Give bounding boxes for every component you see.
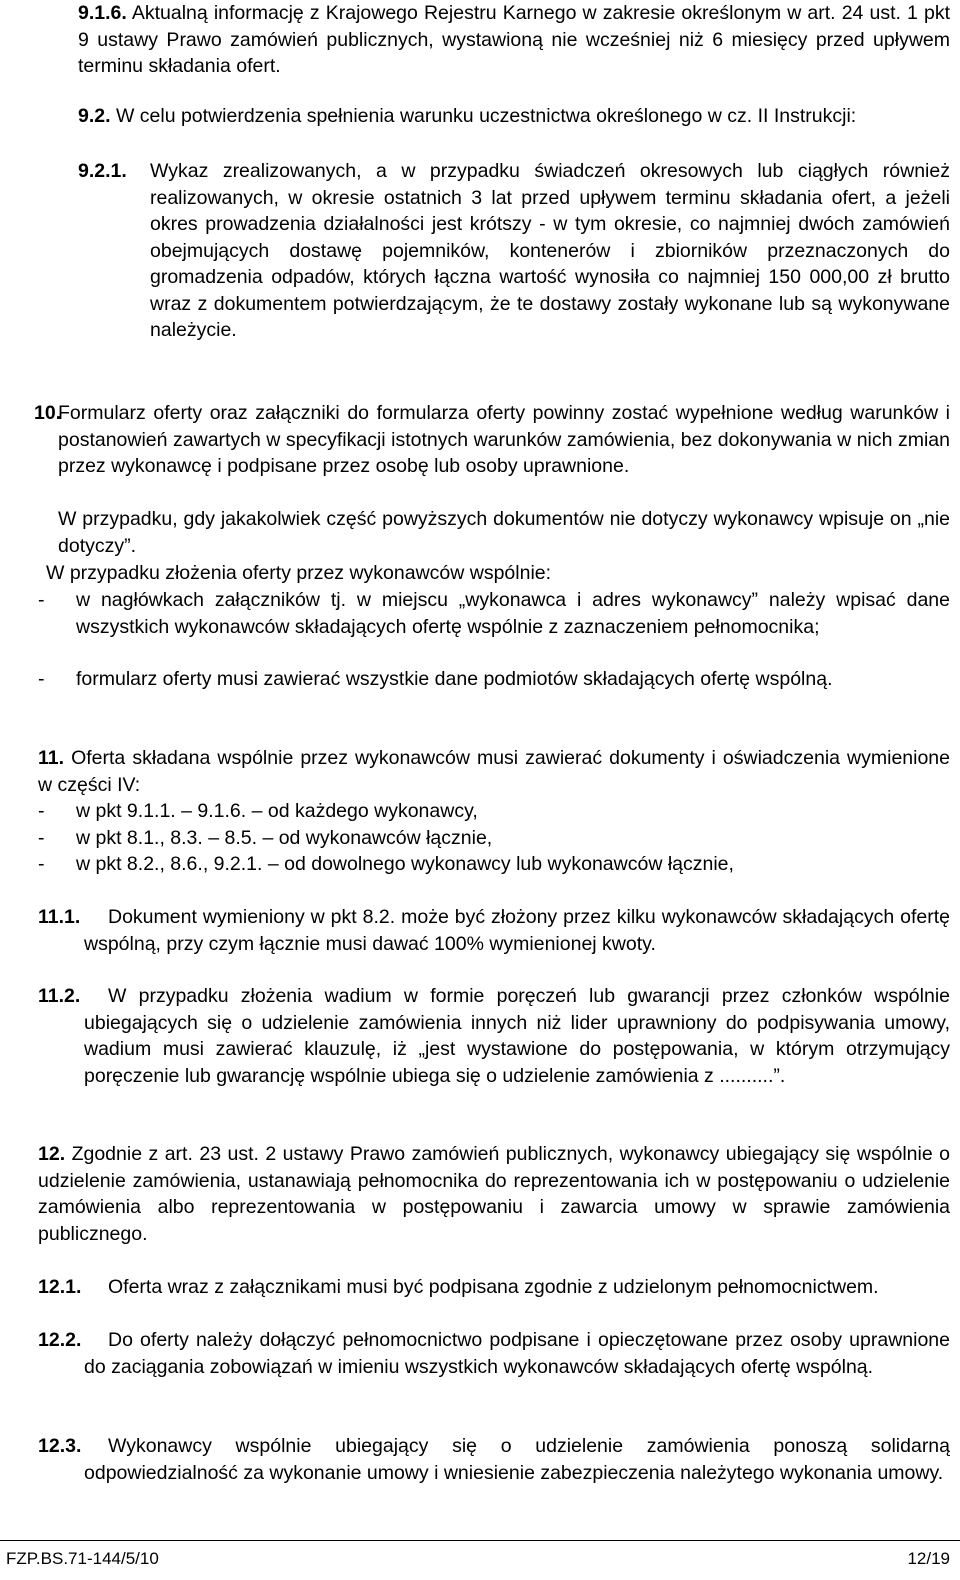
section-11-2: [38, 983, 950, 1089]
section-number: 12.: [38, 1143, 66, 1165]
section-11-item: [38, 825, 950, 852]
page-number: 12/19: [907, 1549, 950, 1568]
section-number: 11.2.: [38, 985, 81, 1007]
section-number: 12.2.: [38, 1329, 82, 1351]
section-10-item: [38, 587, 950, 640]
section-number: 12.3.: [38, 1435, 82, 1457]
section-9-2: [78, 103, 950, 130]
section-10-item: [38, 666, 950, 693]
section-10-joint-heading: [46, 560, 950, 587]
section-11-item: [38, 798, 950, 825]
section-text: Formularz oferty oraz załączniki do formularza oferty powinny zostać wypełnione według warunków i postanowień zawartych w specyfikacji istotnych warunków zamówienia, bez dokonywania w nich zmian przez wykonawcę i podpisane przez osobę lub osoby uprawnione.: [58, 402, 950, 477]
section-number: 11.1.: [38, 906, 81, 928]
section-number: 12.1.: [38, 1276, 82, 1298]
section-text: W celu potwierdzenia spełnienia warunku uczestnictwa określonego w cz. II Instrukcji:: [115, 105, 857, 127]
dash-marker: -: [38, 853, 45, 875]
section-text: Dokument wymieniony w pkt 8.2. może być złożony przez kilku wykonawców składających ofertę wspólną, przy czym łącznie musi dawać 100% wymienionej kwoty.: [84, 906, 950, 955]
list-item: formularz oferty musi zawierać wszystkie dane podmiotów składających ofertę wspólną.: [76, 668, 833, 690]
list-item: w nagłówkach załączników tj. w miejscu „wykonawca i adres wykonawcy” należy wpisać dane wszystkich wykonawców składających ofertę wspólnie z zaznaczeniem pełnomocnika;: [76, 589, 950, 638]
section-text: Oferta wraz z załącznikami musi być podpisana zgodnie z udzielonym pełnomocnictwem.: [108, 1276, 879, 1298]
section-10: [34, 400, 950, 480]
section-text: Wykonawcy wspólnie ubiegający się o udzielenie zamówienia ponoszą solidarną odpowiedzialność za wykonanie umowy i wniesienie zabezpieczenia należytego wykonania umowy.: [84, 1435, 950, 1484]
list-item: w pkt 9.1.1. – 9.1.6. – od każdego wykonawcy,: [76, 800, 478, 822]
section-11-item: [38, 851, 950, 878]
section-number: 9.1.6.: [78, 2, 127, 24]
dash-marker: -: [38, 827, 45, 849]
footer-reference: FZP.BS.71-144/5/10: [6, 1549, 159, 1568]
section-text: W przypadku złożenia wadium w formie poręczeń lub gwarancji przez członków wspólnie ubiegających się o udzielenie zamówienia innych niż lider uprawniony do podpisywania umowy, wadium musi zawierać klauzulę, iż „jest wystawione do postępowania, w którym otrzymujący poręczenie lub gwarancję wspólnie ubiega się o udzielenie zamówienia z ..........”.: [84, 985, 950, 1087]
section-text: W przypadku złożenia oferty przez wykonawców wspólnie:: [46, 562, 552, 584]
dash-marker: -: [38, 589, 45, 611]
section-12-1: [38, 1274, 950, 1301]
section-number: 10.: [34, 402, 62, 424]
section-text: Oferta składana wspólnie przez wykonawców musi zawierać dokumenty i oświadczenia wymienione w części IV:: [38, 747, 950, 796]
dash-marker: -: [38, 800, 45, 822]
section-12: [38, 1141, 950, 1247]
section-text: Zgodnie z art. 23 ust. 2 ustawy Prawo zamówień publicznych, wykonawcy ubiegający się wspólnie o udzielenie zamówienia, ustanawiają pełnomocnika do reprezentowania ich w postępowaniu o udzielenie zamówienia albo reprezentowania w postępowaniu i zawarcia umowy w sprawie zamówienia publicznego.: [38, 1143, 950, 1245]
section-12-3: [38, 1433, 950, 1486]
footer-rule: [0, 1540, 960, 1541]
section-number: 11.: [38, 747, 65, 769]
section-12-2: [38, 1327, 950, 1380]
section-11-1: [38, 904, 950, 957]
dash-marker: -: [38, 668, 45, 690]
section-number: 9.2.1.: [78, 160, 127, 182]
section-10-note: [58, 506, 950, 559]
section-11: [38, 745, 950, 798]
section-text: Do oferty należy dołączyć pełnomocnictwo podpisane i opieczętowane przez osoby uprawnione do zaciągania zobowiązań w imieniu wszystkich wykonawców składających ofertę wspólną.: [84, 1329, 950, 1378]
list-item: w pkt 8.2., 8.6., 9.2.1. – od dowolnego wykonawcy lub wykonawców łącznie,: [76, 853, 734, 875]
section-text: Aktualną informację z Krajowego Rejestru Karnego w zakresie określonym w art. 24 ust. 1 pkt 9 ustawy Prawo zamówień publicznych, wystawioną nie wcześniej niż 6 miesięcy przed upływem terminu składania ofert.: [78, 2, 950, 77]
section-text: Wykaz zrealizowanych, a w przypadku świadczeń okresowych lub ciągłych również realizowanych, w okresie ostatnich 3 lat przed upływem terminu składania ofert, a jeżeli okres prowadzenia działalności jest krótszy - w tym okresie, co najmniej dwóch zamówień obejmujących dostawę pojemników, kontenerów i zbiorników przeznaczonych do gromadzenia odpadów, których łączna wartość wynosiła co najmniej 150 000,00 zł brutto wraz z dokumentem potwierdzającym, że te dostawy zostały wykonane lub są wykonywane należycie.: [150, 160, 950, 341]
section-9-1-6: [78, 0, 950, 80]
section-number: 9.2.: [78, 105, 111, 127]
section-text: W przypadku, gdy jakakolwiek część powyższych dokumentów nie dotyczy wykonawcy wpisuje on „nie dotyczy”.: [58, 508, 950, 557]
section-9-2-1: [78, 158, 950, 344]
list-item: w pkt 8.1., 8.3. – 8.5. – od wykonawców łącznie,: [76, 827, 493, 849]
